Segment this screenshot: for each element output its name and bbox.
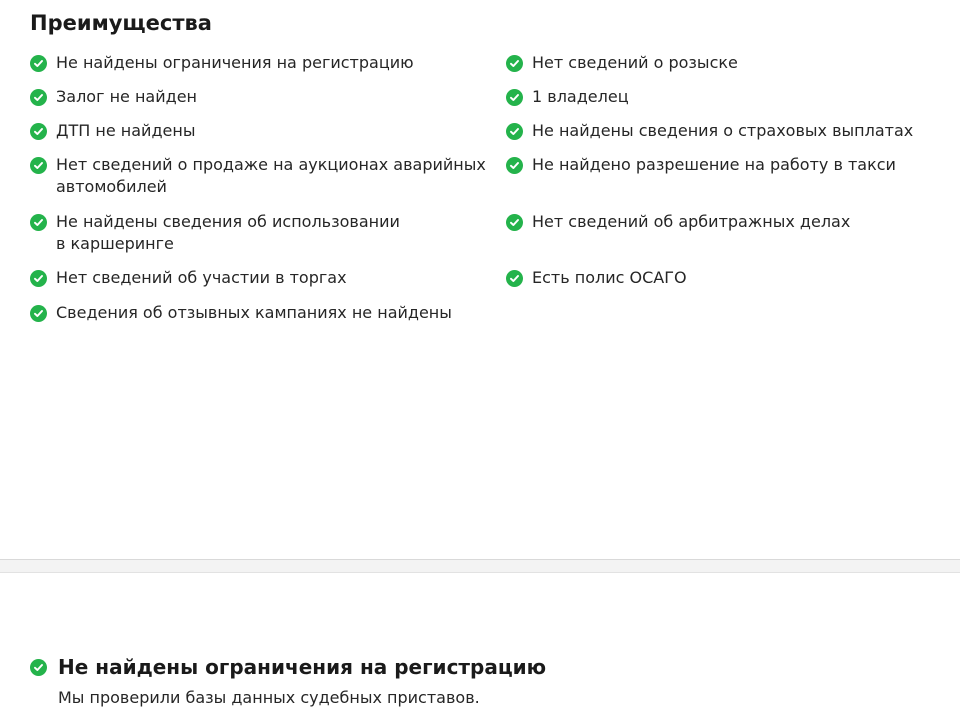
check-circle-icon <box>506 214 523 231</box>
check-circle-icon <box>30 305 47 322</box>
detail-section <box>30 652 930 709</box>
advantage-item <box>30 211 500 255</box>
advantage-label: ДТП не найдены <box>56 121 196 140</box>
advantage-item <box>506 267 930 289</box>
check-circle-icon <box>506 123 523 140</box>
advantage-item <box>30 86 500 108</box>
advantage-label: Залог не найден <box>56 87 197 106</box>
advantages-title: Преимущества <box>30 11 212 35</box>
advantage-item <box>506 211 930 233</box>
check-circle-icon <box>506 157 523 174</box>
section-divider <box>0 559 960 573</box>
check-circle-icon <box>30 55 47 72</box>
check-circle-icon <box>30 270 47 287</box>
advantage-item <box>30 52 500 74</box>
advantage-label: Не найдено разрешение на работу в такси <box>532 155 896 174</box>
check-circle-icon <box>30 659 47 676</box>
advantage-label: Не найдены сведения о страховых выплатах <box>532 121 914 140</box>
check-circle-icon <box>506 89 523 106</box>
advantage-label: Есть полис ОСАГО <box>532 268 687 287</box>
advantage-label: 1 владелец <box>532 87 629 106</box>
advantage-label: Сведения об отзывных кампаниях не найдены <box>56 303 452 322</box>
detail-description: Мы проверили базы данных судебных приставов. <box>58 688 480 707</box>
advantage-item <box>30 120 500 142</box>
advantage-label: Нет сведений об арбитражных делах <box>532 212 851 231</box>
advantages-section <box>30 8 930 322</box>
advantage-item <box>506 52 930 74</box>
advantage-item <box>506 120 930 142</box>
advantage-label: Нет сведений о продаже на аукционах аварийных автомобилей <box>56 155 486 196</box>
advantage-item <box>30 267 500 289</box>
advantage-label: Нет сведений об участии в торгах <box>56 268 347 287</box>
advantage-item <box>30 154 500 198</box>
check-circle-icon <box>30 89 47 106</box>
advantage-item <box>506 86 930 108</box>
check-circle-icon <box>506 270 523 287</box>
advantage-label: Не найдены ограничения на регистрацию <box>56 53 414 72</box>
advantage-item <box>506 154 930 176</box>
check-circle-icon <box>506 55 523 72</box>
check-circle-icon <box>30 157 47 174</box>
check-circle-icon <box>30 214 47 231</box>
detail-title: Не найдены ограничения на регистрацию <box>58 655 547 679</box>
advantage-label: Нет сведений о розыске <box>532 53 738 72</box>
advantage-item <box>30 302 500 324</box>
advantage-label: Не найдены сведения об использовании в каршеринге <box>56 212 400 253</box>
detail-header <box>30 652 930 682</box>
check-circle-icon <box>30 123 47 140</box>
